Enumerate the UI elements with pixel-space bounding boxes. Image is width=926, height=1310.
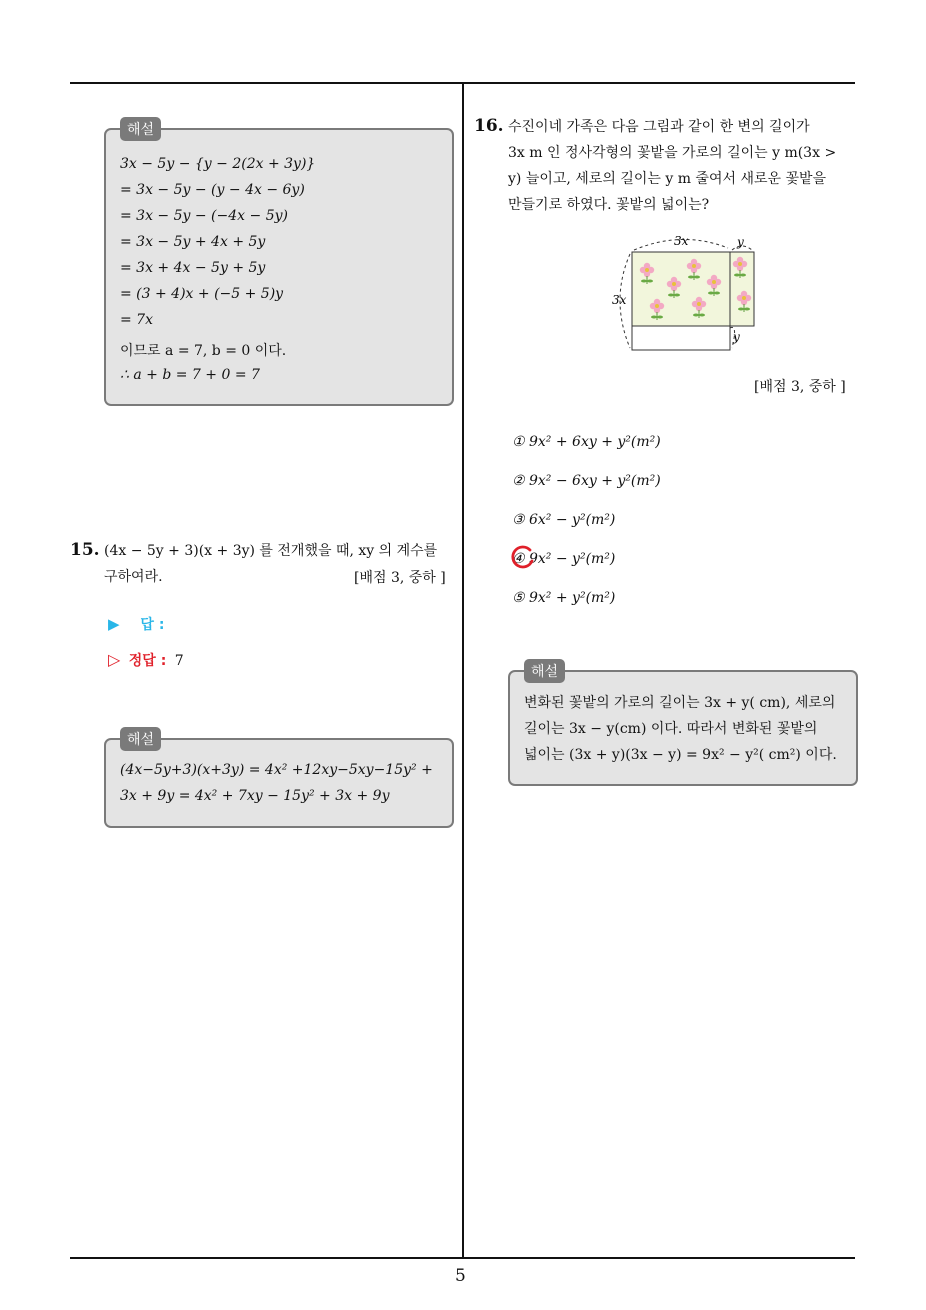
figure-label-bottom-right: y xyxy=(733,330,740,344)
option-1[interactable]: ① 9x² + 6xy + y²(m²) xyxy=(512,434,661,450)
question-number-16: 16. xyxy=(474,116,504,136)
page-number: 5 xyxy=(455,1266,466,1286)
answer-label: 답 : xyxy=(140,617,165,633)
solution-box-q16 xyxy=(508,664,858,786)
solution-line: = 3x + 4x − 5y + 5y xyxy=(120,260,266,276)
question-text-16 xyxy=(508,114,860,218)
solution-line: = 3x − 5y − (−4x − 5y) xyxy=(120,208,288,224)
solution-line: = 7x xyxy=(120,312,153,328)
solution-line: 길이는 3x − y(cm) 이다. 따라서 변화된 꽃밭의 xyxy=(524,721,818,737)
question-text-line: 수진이네 가족은 다음 그림과 같이 한 변의 길이가 xyxy=(508,119,810,135)
solution-line: = 3x − 5y − (y − 4x − 6y) xyxy=(120,182,305,198)
column-divider xyxy=(462,84,464,1258)
removed-strip xyxy=(632,326,730,350)
option-4[interactable]: ④ 9x² − y²(m²) xyxy=(512,551,616,567)
question-number-15: 15. xyxy=(70,540,100,560)
question-text-line: 구하여라. xyxy=(104,569,163,585)
solution-tag: 해설 xyxy=(120,727,161,751)
question-text-line: y) 늘이고, 세로의 길이는 y m 줄여서 새로운 꽃밭을 xyxy=(508,171,827,187)
solution-line: = 3x − 5y + 4x + 5y xyxy=(120,234,266,250)
correct-answer-row xyxy=(108,650,184,670)
garden-figure xyxy=(604,228,764,358)
figure-label-left: 3x xyxy=(612,293,627,307)
solution-line: (4x−5y+3)(x+3y) = 4x² +12xy−5xy−15y² + xyxy=(120,762,433,778)
solution-tag: 해설 xyxy=(524,659,565,683)
correct-label: 정답 : xyxy=(128,653,167,669)
question-text-line: (4x − 5y + 3)(x + 3y) 를 전개했을 때, xy 의 계수를 xyxy=(104,543,438,559)
solution-line: 이므로 a = 7, b = 0 이다. xyxy=(120,343,287,359)
score-q16: [배점 3, 중하 ] xyxy=(754,379,846,395)
score-q15: [배점 3, 중하 ] xyxy=(354,570,446,586)
figure-label-top: 3x xyxy=(674,234,689,248)
answer-row xyxy=(108,614,164,634)
solution-tag: 해설 xyxy=(120,117,161,141)
option-3[interactable]: ③ 6x² − y²(m²) xyxy=(512,512,616,528)
question-text-line: 3x m 인 정사각형의 꽃밭을 가로의 길이는 y m(3x > xyxy=(508,145,837,161)
figure-label-top-right: y xyxy=(737,235,744,249)
answer-marker-icon: ▶ xyxy=(108,615,120,633)
option-5[interactable]: ⑤ 9x² + y²(m²) xyxy=(512,590,616,606)
solution-line: 넓이는 (3x + y)(3x − y) = 9x² − y²( cm²) 이다. xyxy=(524,747,837,763)
bottom-rule xyxy=(70,1257,855,1259)
solution-line: ∴ a + b = 7 + 0 = 7 xyxy=(120,367,260,383)
option-2[interactable]: ② 9x² − 6xy + y²(m²) xyxy=(512,473,661,489)
selected-answer-circle-icon xyxy=(508,544,536,572)
solution-line: 3x + 9y = 4x² + 7xy − 15y² + 3x + 9y xyxy=(120,788,390,804)
solution-box-q14 xyxy=(104,122,454,406)
correct-marker-icon: ▷ xyxy=(108,650,121,669)
solution-line: 3x − 5y − {y − 2(2x + 3y)} xyxy=(120,156,316,172)
solution-box-q15 xyxy=(104,732,454,828)
solution-line: = (3 + 4)x + (−5 + 5)y xyxy=(120,286,284,302)
correct-value: 7 xyxy=(174,653,184,669)
question-text-line: 만들기로 하였다. 꽃밭의 넓이는? xyxy=(508,197,710,213)
solution-line: 변화된 꽃밭의 가로의 길이는 3x + y( cm), 세로의 xyxy=(524,695,836,711)
